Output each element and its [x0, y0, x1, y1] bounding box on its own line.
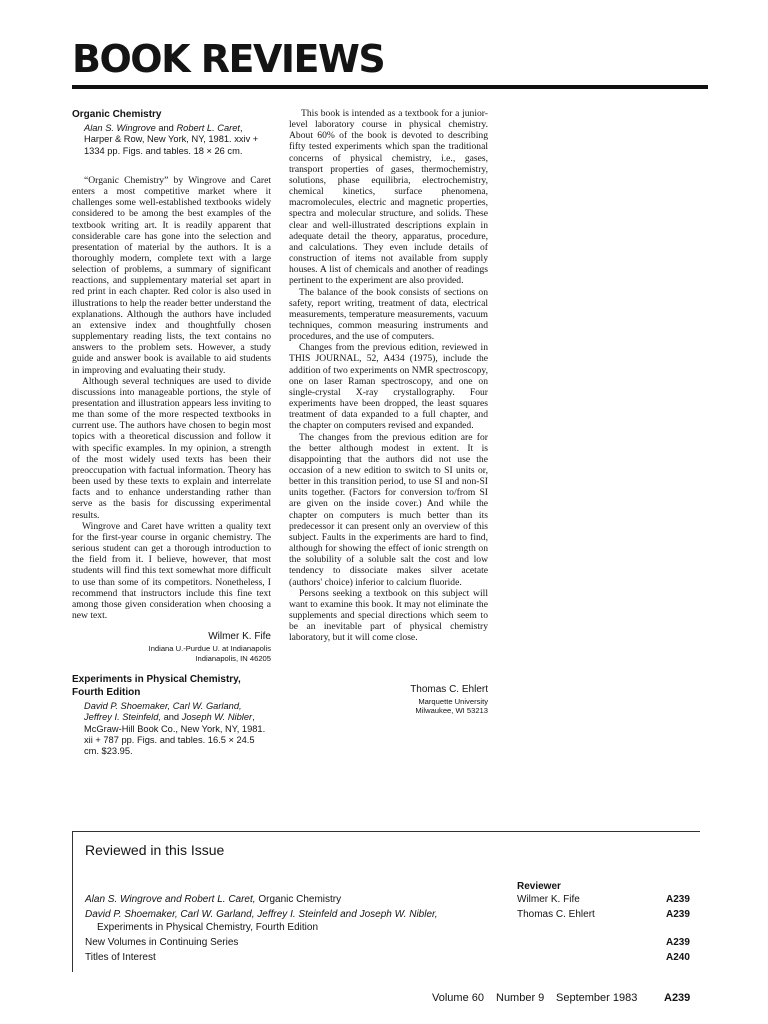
review1-author-2: Robert L. Caret	[176, 123, 240, 133]
footer-number: Number 9	[496, 992, 545, 1004]
box-entry-3-page: A239	[666, 937, 690, 948]
box-entry-1-page: A239	[666, 894, 690, 905]
review2-authors-1: David P. Shoemaker, Carl W. Garland, Jeffrey I. Steinfeld,	[84, 701, 242, 723]
review1-paragraph: “Organic Chemistry” by Wingrove and Caret enters a most competitive market where it challenges some well-established textbooks widely considered to be among the best examples of the textbook writing art. It is readily apparent that considerable care has gone into the selection and presentation of material by the authors. It is a thoroughly modern, complete text with a large selection of problems, a summary of significant reactions, and supplementary material set apart in red print in each chapter. Red color is also used in illustrations to help the reader better understand the explanations. Although the authors have included an extensive index and thoughtfully chosen supplementary reading lists, the text contains no answers to the problem sets. However, a study guide and answer book is available to aid students in improving and evaluating their study.	[72, 174, 271, 376]
right-column	[289, 108, 488, 716]
review1-affiliation-2: Indianapolis, IN 46205	[195, 653, 271, 663]
box-entry-4-page: A240	[666, 952, 690, 963]
review1-book-title: Organic Chemistry	[72, 109, 162, 120]
box-entry-1-title: Organic Chemistry	[255, 894, 342, 905]
review1-paragraph: Wingrove and Caret have written a quality text for the first-year course in organic chemistry. The serious student can get a thorough introduction to the field from it. I believe, however, that most students will find this text somewhat more difficult to use than some of its competitors. Nonetheless, I recommend that instructors include this fine text among those given consideration when choosing a new text.	[72, 520, 271, 621]
review1-and: and	[155, 123, 177, 133]
box-entry-2-reviewer: Thomas C. Ehlert	[517, 909, 595, 920]
review2-paragraph: Changes from the previous edition, reviewed in THIS JOURNAL, 52, A434 (1975), include the addition of two experiments on NMR spectroscopy, one on laser Raman spectroscopy, and one on single-crystal X-ray crystallography. Four experiments have been dropped, the least squares treatment of data expanded to a full chapter, and the chapter on computers revised and expanded.	[289, 342, 488, 432]
footer-page-number: A239	[664, 992, 691, 1004]
review2-affiliation-2: Milwaukee, WI 53213	[415, 706, 488, 715]
review2-paragraph: This book is intended as a textbook for a junior-level laboratory course in physical chemistry. About 60% of the book is devoted to describing fifty tested experiments which span the traditional concerns of physical chemistry, i.e., gases, transport properties of gases, thermochemistry, solutions, phase equilibria, electrochemistry, chemical kinetics, surface phenomena, macromolecules, electric and magnetic properties, spectra and molecular structure, and solids. These clear and well-illustrated descriptions explain in adequate detail the theory, apparatus, procedure, and calculations. They even include details of construction of items not available from supply houses. A list of chemicals and another of readings pertinent to the experiment are also provided.	[289, 108, 488, 287]
reviewed-in-issue-box	[72, 831, 700, 972]
review2-book-title: Experiments in Physical Chemistry, Fourth Edition	[72, 674, 241, 699]
review2-paragraph: Persons seeking a textbook on this subject will want to examine this book. It may not eliminate the supplements and special directions which seem to be an inevitable part of physical chemistry laboratory, but it will come close.	[289, 587, 488, 644]
box-entry-1	[85, 894, 341, 906]
left-column	[72, 108, 271, 758]
box-entry-2-title: Experiments in Physical Chemistry, Fourth Edition	[97, 922, 319, 933]
review1-affiliation-1: Indiana U.-Purdue U. at Indianapolis	[148, 644, 271, 654]
review2-reviewer-name: Thomas C. Ehlert	[410, 683, 488, 695]
box-entry-2	[85, 909, 438, 921]
masthead-rule	[72, 85, 708, 89]
box-entry-1-authors: Alan S. Wingrove and Robert L. Caret,	[85, 894, 256, 905]
box-entry-4: Titles of Interest	[85, 952, 156, 963]
review1-paragraph: Although several techniques are used to divide discussions into manageable portions, the style of presentation and illustration appears less inviting to me than some of the more respected textbooks in current use. The authors have chosen to begin most topics with a theoretical discussion and follow it with specific examples. In my opinion, a strength of the most widely used texts has been their preoccupation with factual information. Theory has been used by these texts to explain and interrelate facts and to enhance understanding rather than serve as the basis for discussing experimental results.	[72, 375, 271, 521]
box-entry-3: New Volumes in Continuing Series	[85, 937, 239, 948]
box-entry-2-page: A239	[666, 909, 690, 920]
review2-biblio: , McGraw-Hill Book Co., New York, NY, 1981. xii + 787 pp. Figs. and tables. 16.5 × 24.5 cm. $23.95.	[84, 712, 266, 757]
review2-affiliation-1: Marquette University	[418, 696, 488, 706]
reviewer-column-header: Reviewer	[517, 881, 561, 892]
review2-and: and	[161, 712, 182, 723]
review1-biblio: , Harper & Row, New York, NY, 1981. xxiv + 1334 pp. Figs. and tables. 18 × 26 cm.	[84, 123, 259, 156]
review2-paragraph: The balance of the book consists of sections on safety, report writing, treatment of data, electrical measurements, temperature measurements, vacuum techniques, common measuring instruments and procedures, and the use of computers.	[289, 286, 488, 343]
box-entry-1-reviewer: Wilmer K. Fife	[517, 894, 580, 905]
review2-paragraph: The changes from the previous edition are for the better although modest in extent. It is disappointing that the authors did not use the occasion of a new edition to switch to SI units or, better in this transition period, to use SI and non-SI units together. (Factors for conversion to/from SI are given on the inside cover.) And while the chapter on computers is much better than its predecessor it can present only an overview of this subject. Faults in the experiments are hard to find, although for showing the effect of ionic strength on the solubility of a soluble salt the cost and low tendency to dissociate makes silver acetate (authors' choice) inferior to calcium fluoride.	[289, 431, 488, 588]
review1-citation	[84, 123, 271, 157]
review2-author-2: Joseph W. Nibler	[181, 712, 253, 723]
box-entry-2-authors: David P. Shoemaker, Carl W. Garland, Jeffrey I. Steinfeld and Joseph W. Nibler,	[85, 909, 438, 920]
review1-author-1: Alan S. Wingrove	[84, 123, 156, 133]
footer-volume: Volume 60	[432, 992, 484, 1004]
masthead-title: BOOK REVIEWS	[72, 37, 385, 81]
review2-citation	[84, 701, 271, 757]
box-title: Reviewed in this Issue	[85, 842, 225, 858]
footer-date: September 1983	[556, 992, 638, 1004]
review1-reviewer-name: Wilmer K. Fife	[208, 631, 271, 643]
